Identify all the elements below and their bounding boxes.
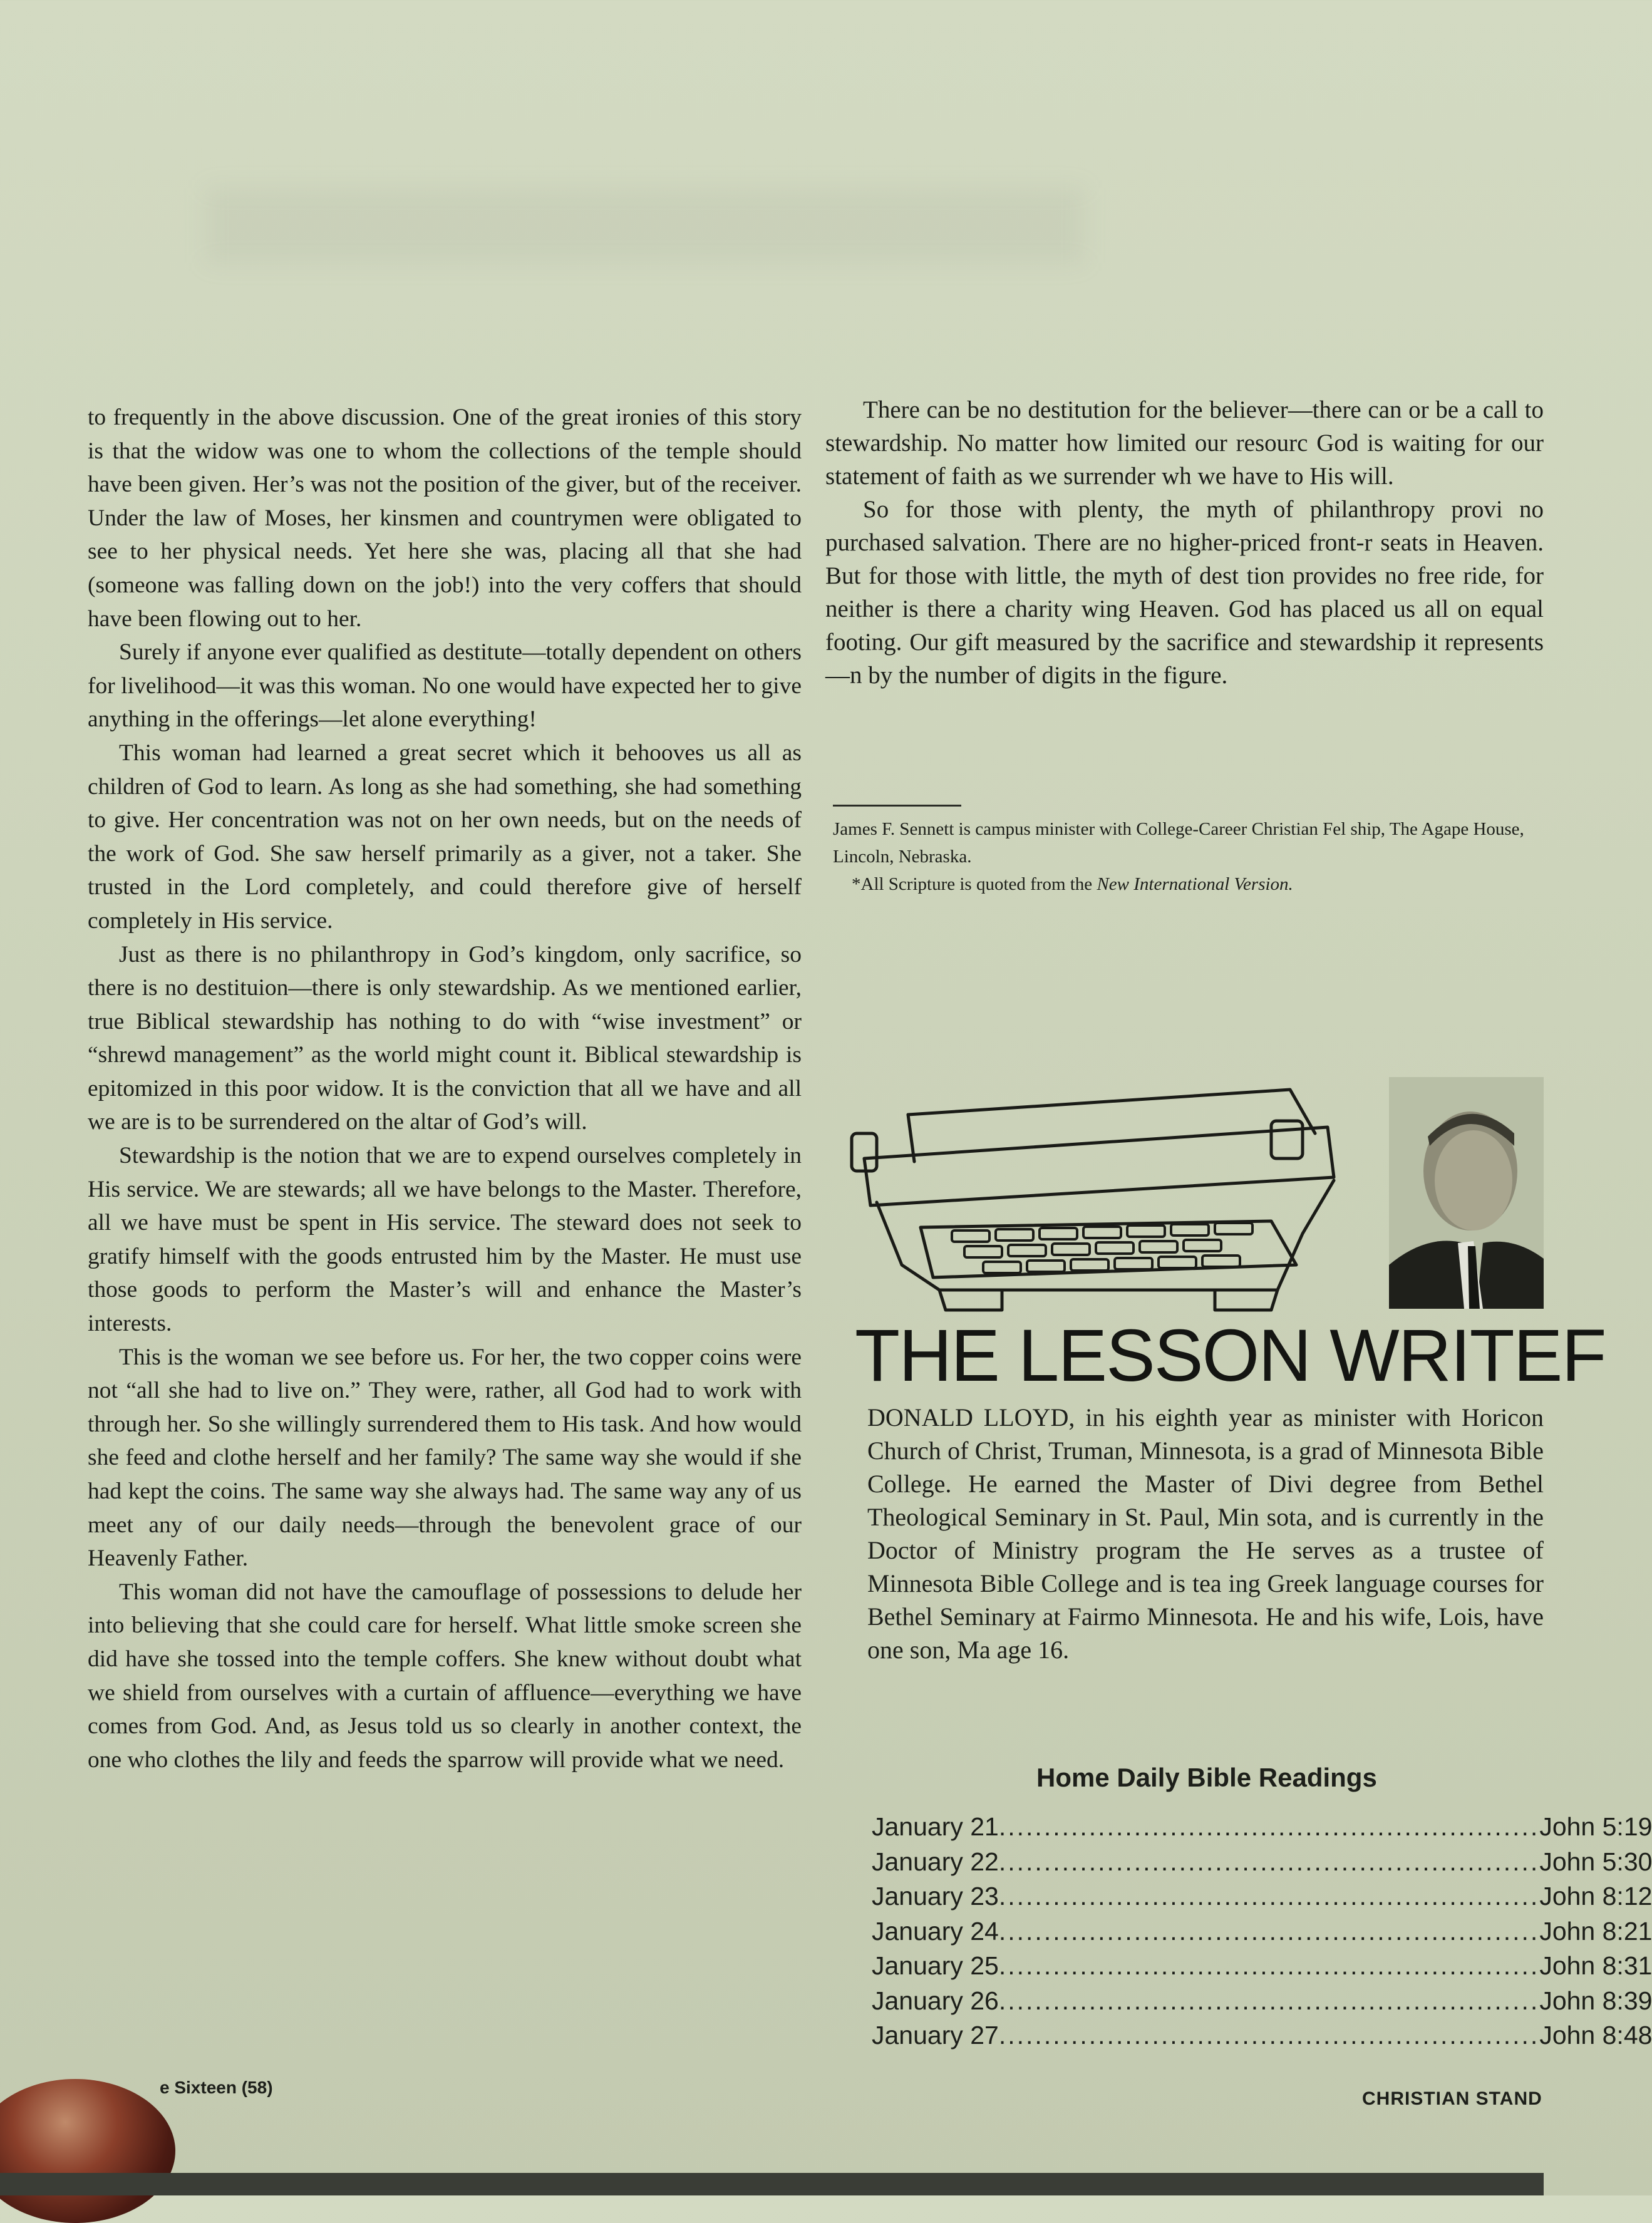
reading-date: January 21 (872, 1812, 999, 1841)
left-article-column (88, 401, 802, 1777)
reading-row (872, 1914, 1652, 1949)
reading-row (872, 1845, 1652, 1880)
reading-reference: John 8:39 (1539, 1986, 1652, 2015)
article-paragraph: So for those with plenty, the myth of philanthropy provi no purchased salvation. There are no higher-priced front-r seats in Heaven. But for those with little, the myth of dest tion provides no free ride, for neither is there a charity wing Heaven. God has placed us all on equal footing. Our gift measured by the sacrifice and stewardship it represents—n by the number of digits in the figure. (825, 496, 1544, 689)
article-paragraph: to frequently in the above discussion. One of the great ironies of this story is that the widow was one to whom the collections of the temple should have been given. Her’s was not the position of the giver, but of the receiver. Under the law of Moses, her kinsmen and countrymen were obligated to see to her physical needs. Yet here she was, placing all that she had (someone was falling down on the job!) into the very coffers that should have been flowing out to her. (88, 405, 802, 632)
reading-reference: John 8:12 (1539, 1882, 1652, 1911)
reading-date: January 27 (872, 2021, 999, 2050)
article-paragraph: Just as there is no philanthropy in God’s kingdom, only sacrifice, so there is no destituion—there is only stewardship. As we mentioned earlier, true Biblical stewardship has nothing to do with “wise investment” or “shrewd management” as the world might count it. Biblical stewardship is epitomized in this poor widow. It is the conviction that all we have and all we are is to be surrendered on the altar of God’s will. (88, 941, 802, 1135)
reading-row (872, 1879, 1652, 1914)
reading-reference: John 8:48 (1539, 2021, 1652, 2050)
dot-leader: ............................................................ (998, 2021, 1540, 2050)
reading-reference: John 5:19 (1539, 1812, 1652, 1841)
footnotes (833, 815, 1544, 898)
author-note: James F. Sennett is campus minister with College-Career Christian Fel ship, The Agape House, Lincoln, Nebraska. (833, 819, 1524, 867)
reading-row (872, 1984, 1652, 2019)
publication-footer: CHRISTIAN STAND (1362, 2088, 1542, 2109)
reading-date: January 23 (872, 1882, 999, 1911)
footnote-rule (833, 805, 961, 807)
dot-leader: ............................................................ (998, 1916, 1540, 1946)
reading-reference: John 8:31 (1539, 1951, 1652, 1980)
right-article-column (825, 393, 1544, 692)
dot-leader: ............................................................ (998, 1812, 1540, 1841)
dot-leader: ............................................................ (998, 1847, 1540, 1876)
article-paragraph: This is the woman we see before us. For her, the two copper coins were not “all she had to live on.” They were, rather, all God had to work with through her. So she willingly surrendered them to His task. And how would she feed and clothe herself and her family? The same way she would if she had kept the coins. The same way she always had. The same way any of us meet any of our daily needs—through the benevolent grace of our Heavenly Father. (88, 1344, 802, 1572)
faint-show-through (207, 188, 1083, 263)
author-portrait (1389, 1077, 1544, 1309)
lesson-writer-bio (867, 1401, 1544, 1666)
reading-row (872, 1949, 1652, 1984)
article-paragraph: This woman did not have the camouflage of possessions to delude her into believing that she could care for herself. What little smoke screen she did have she tossed into the temple coffers. She knew without doubt what we shield from ourselves with a curtain of affluence—everything we have comes from God. And, as Jesus told us so clearly in another context, the one who clothes the lily and feeds the sparrow will provide what we need. (88, 1579, 802, 1773)
lesson-writer-heading: THE LESSON WRITEF (855, 1314, 1606, 1397)
reading-date: January 22 (872, 1847, 999, 1876)
scripture-note (833, 870, 1544, 898)
dot-leader: ............................................................ (998, 1986, 1540, 2015)
reading-date: January 24 (872, 1916, 999, 1946)
article-paragraph: Surely if anyone ever qualified as destitute—totally dependent on others for livelihood—it was this woman. No one would have expected her to give anything in the offerings—let alone everything! (88, 639, 802, 733)
article-paragraph: This woman had learned a great secret which it behooves us all as children of God to learn. As long as she had something, she had something to give. Her concentration was not on her own needs, but on the needs of the work of God. She saw herself primarily as a giver, not a taker. She trusted in the Lord completely, and could therefore give of herself completely in His service. (88, 740, 802, 934)
dot-leader: ............................................................ (998, 1882, 1540, 1911)
dot-leader: ............................................................ (998, 1951, 1540, 1980)
reading-row (872, 1810, 1652, 1845)
reading-date: January 25 (872, 1951, 999, 1980)
article-paragraph: There can be no destitution for the believer—there can or be a call to stewardship. No matter how limited our resourc God is waiting for our statement of faith as we surrender wh we have to His will. (825, 396, 1544, 490)
scripture-note-version: New International Version. (1097, 874, 1293, 894)
reading-reference: John 8:21 (1539, 1916, 1652, 1946)
reading-row (872, 2018, 1652, 2053)
scripture-note-prefix: *All Scripture is quoted from the (852, 874, 1097, 894)
page-number-footer: e Sixteen (58) (160, 2078, 273, 2097)
apple-object (0, 2079, 175, 2223)
readings-list (872, 1810, 1652, 2053)
reading-date: January 26 (872, 1986, 999, 2015)
page-edge-shadow (0, 2173, 1544, 2195)
readings-title: Home Daily Bible Readings (1036, 1763, 1377, 1792)
bio-paragraph: DONALD LLOYD, in his eighth year as minister with Horicon Church of Christ, Truman, Minnesota, is a grad of Minnesota Bible College. He earned the Master of Divi degree from Bethel Theological Seminary in St. Paul, Min sota, and is currently in the Doctor of Ministry program the He serves as a trustee of Minnesota Bible College and is tea ing Greek language courses for Bethel Seminary at Fairmo Minnesota. He and his wife, Lois, have one son, Ma age 16. (867, 1403, 1544, 1664)
article-paragraph: Stewardship is the notion that we are to expend ourselves completely in His service. We are stewards; all we have belongs to the Master. Therefore, all we have must be spent in His service. The steward does not seek to gratify himself with the goods entrusted him by the Master. He must use those goods to perform the Master’s will and enhance the Master’s interests. (88, 1143, 802, 1337)
typewriter-illustration (839, 1077, 1365, 1328)
reading-reference: John 5:30 (1539, 1847, 1652, 1876)
